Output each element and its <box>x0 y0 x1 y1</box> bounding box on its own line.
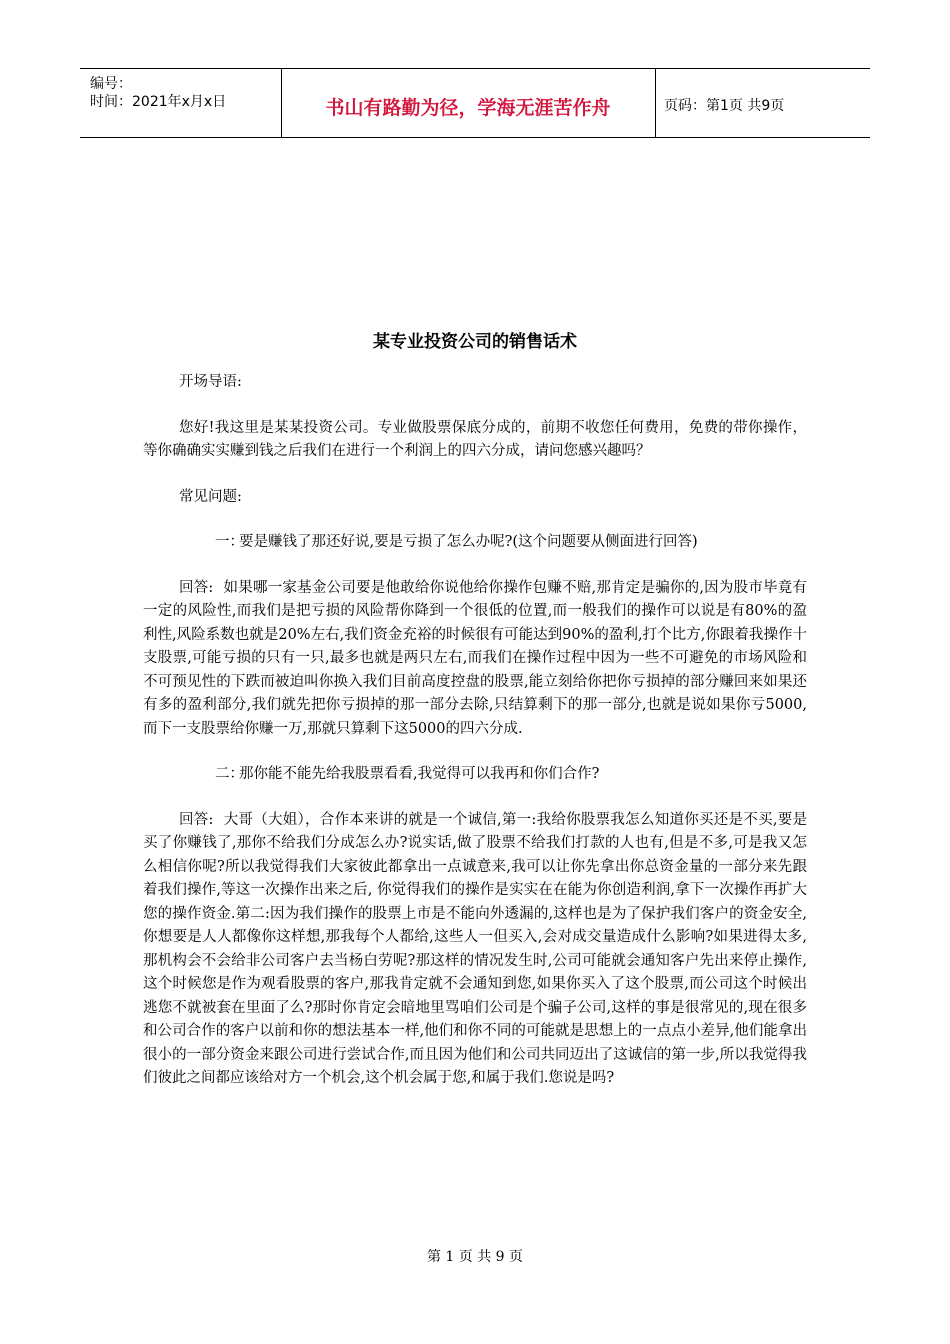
number-label: 编号： <box>90 76 132 92</box>
answer-1-label: 回答: <box>179 579 214 596</box>
time-label: 时间：2021年x月x日 <box>90 94 227 110</box>
header-left-cell <box>80 69 282 137</box>
answer-2-text: 大哥（大姐），合作本来讲的就是一个诚信,第一:我给你股票我怎么知道你买还是不买,要是买了你赚钱了,那你不给我们分成怎么办?说实话,做了股票不给我们打款的人也有,但是不多,可是我又怎么相信你呢?所以我觉得我们大家彼此都拿出一点诚意来,我可以让你先拿出你总资金量的一部分来先跟着我们操作,等这一次操作出来之后, 你觉得我们的操作是实实在在能为你创造利润,拿下一次操作再扩大您的操作资金.第二:因为我们操作的股票上市是不能向外透漏的,这样也是为了保护我们客户的资金安全,你想要是人人都像你这样想,那我每个人都给,这些人一但买入,会对成交量造成什么影响?如果进得太多,那机构会不会给非公司客户去当杨白劳呢?那这样的情况发生时,公司可能就会通知客户先出来停止操作,这个时候您是作为观看股票的客户,那我肯定就不会通知到您,如果你买入了这个股票,而公司这个时候出逃您不就被套在里面了么?那时你肯定会暗地里骂咱们公司是个骗子公司,这样的事是很常见的,现在很多和公司合作的客户以前和你的想法基本一样,他们和你不同的可能就是思想上的一点点小差异,他们能拿出很小的一部分资金来跟公司进行尝试合作,而且因为他们和公司共同迈出了这诚信的第一步,所以我觉得我们彼此之间都应该给对方一个机会,这个机会属于您,和属于我们.您说是吗? <box>143 811 807 1086</box>
answer-2-label: 回答: <box>179 811 214 828</box>
page-info: 页码：第1页 共9页 <box>664 98 785 114</box>
document-title: 某专业投资公司的销售话术 <box>373 332 577 352</box>
page-header <box>80 68 870 138</box>
answer-2 <box>143 809 807 1091</box>
faq-label: 常见问题: <box>179 488 242 505</box>
question-2-text: 那你能不能先给我股票看看,我觉得可以我再和你们合作? <box>239 766 600 782</box>
opening-label: 开场导语: <box>179 374 242 390</box>
header-middle-cell <box>281 69 656 137</box>
question-2 <box>143 763 807 787</box>
page-footer: 第 1 页 共 9 页 <box>426 1249 524 1265</box>
motto-text: 书山有路勤为径，学海无涯苦作舟 <box>325 97 611 119</box>
answer-1-text: 如果哪一家基金公司要是他敢给你说他给你操作包赚不赔,那肯定是骗你的,因为股市毕竟有一定的风险性,而我们是把亏损的风险帮你降到一个很低的位置,而一般我们的操作可以说是有80%的盈利性,风险系数也就是20%左右,我们资金充裕的时候很有可能达到90%的盈利,打个比方,你跟着我操作十支股票,可能亏损的只有一只,最多也就是两只左右,而我们在操作过程中因为一些不可避免的市场风险和不可预见性的下跌而被迫叫你换入我们目前高度控盘的股票,能立刻给你把你亏损掉的部分赚回来如果还有多的盈利部分,我们就先把你亏损掉的那一部分去除,只结算剩下的那一部分,也就是说如果你亏5000,而下一支股票给你赚一万,那就只算剩下这5000的四六分成. <box>143 579 807 737</box>
question-1 <box>143 531 807 555</box>
answer-1 <box>143 577 807 742</box>
question-1-text: 要是赚钱了那还好说,要是亏损了怎么办呢?(这个问题要从侧面进行回答) <box>239 534 698 550</box>
opening-text: 您好!我这里是某某投资公司。专业做股票保底分成的，前期不收您任何费用，免费的带你操作，等你确确实实赚到钱之后我们在进行一个利润上的四六分成，请问您感兴趣吗？ <box>143 419 807 459</box>
question-1-number: 一： <box>215 534 244 550</box>
header-right-cell <box>656 69 870 137</box>
question-2-number: 二： <box>215 766 244 782</box>
document-body <box>143 328 807 1113</box>
